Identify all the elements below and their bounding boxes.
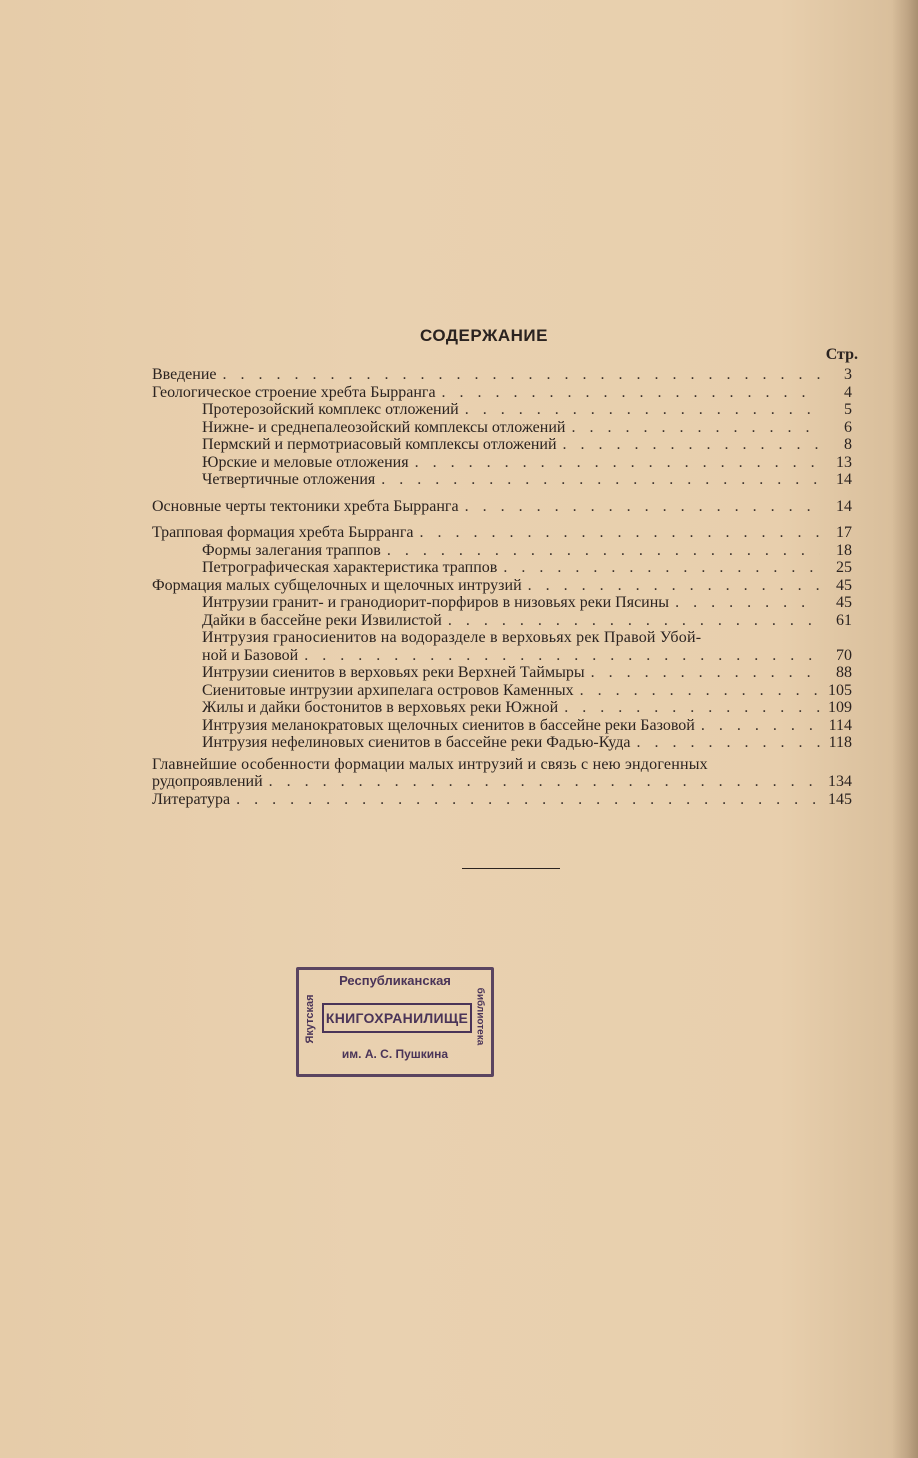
toc-entry-label-line1: Главнейшие особенности формации малых интрузий и связь с нею эндогенных: [152, 755, 708, 773]
leader-dots: [591, 664, 820, 682]
toc-entry-page: 4: [844, 383, 852, 401]
toc-entry-trap-petrography: [152, 559, 852, 577]
toc-entry-label: Интрузии гранит- и гранодиорит-порфиров в низовьях реки Пясины: [202, 594, 670, 611]
leader-dots: [675, 594, 820, 612]
toc-entry-label: Дайки в бассейне реки Извилистой: [202, 611, 442, 629]
page-edge-shadow: [892, 0, 918, 1458]
toc-entry-melanocratic: [152, 717, 852, 735]
library-stamp: [296, 967, 492, 1075]
toc-entry-bostonite: [152, 699, 852, 717]
leader-dots: [442, 384, 820, 402]
toc-entry-label-line1: Интрузия граносиенитов на водоразделе в верховьях рек Правой Убой-: [202, 629, 702, 646]
leader-dots: [571, 419, 820, 437]
toc-entry-trap: [152, 524, 852, 542]
toc-entry-label: Интрузии сиенитов в верховьях реки Верхней Таймыры: [202, 664, 585, 681]
leader-dots: [465, 498, 820, 516]
toc-entry-page: 118: [828, 734, 852, 751]
toc-entry-page: 3: [844, 366, 852, 383]
toc-entry-granosyenite-cont: [152, 647, 852, 665]
stamp-middle-text: КНИГОХРАНИЛИЩЕ: [322, 1003, 472, 1033]
toc-entry-dikes: [152, 612, 852, 630]
toc-entry-trap-forms: [152, 542, 852, 560]
toc-entry-tectonics: [152, 498, 852, 516]
leader-dots: [580, 682, 820, 700]
leader-dots: [448, 612, 820, 630]
stamp-right-text: библиотека: [474, 987, 486, 1046]
toc-entry-page: 109: [828, 699, 852, 716]
toc-entry-label: Формация малых субщелочных и щелочных интрузий: [152, 576, 522, 594]
toc-spacer: [152, 515, 852, 524]
stamp-top-text: Республиканская: [339, 973, 451, 988]
toc-entry-granosyenite: [152, 629, 852, 647]
toc-entry-page: 5: [844, 401, 852, 418]
toc-entry-page: 114: [828, 716, 852, 734]
toc-entry-label: Литература: [152, 790, 231, 808]
document-title: СОДЕРЖАНИЕ: [420, 326, 548, 345]
leader-dots: [269, 773, 820, 791]
leader-dots: [564, 699, 820, 717]
leader-dots: [223, 366, 821, 384]
toc-entry-page: 13: [836, 453, 852, 471]
toc-entry-label: Геологическое строение хребта Бырранга: [152, 383, 436, 401]
toc-entry-label: Основные черты тектоники хребта Бырранга: [152, 497, 459, 515]
toc-entry-intro: [152, 366, 852, 384]
toc-entry-page: 88: [836, 664, 852, 681]
toc-entry-page: 45: [836, 576, 852, 594]
toc-entry-label: Формы залегания траппов: [202, 541, 381, 559]
page-column-label: Стр.: [825, 346, 858, 363]
toc-entry-page: 145: [828, 790, 852, 808]
toc-entry-label-line2: ной и Базовой: [202, 646, 299, 664]
toc-entry-label: Интрузия меланократовых щелочных сиенитов в бассейне реки Базовой: [202, 716, 695, 734]
toc-entry-page: 61: [836, 611, 852, 629]
leader-dots: [387, 542, 820, 560]
toc-entry-label: Петрографическая характеристика траппов: [202, 559, 498, 576]
toc-entry-label: Четвертичные отложения: [202, 471, 376, 488]
toc-entry-literature: [152, 791, 852, 809]
toc-entry-label: Нижне- и среднепалеозойский комплексы отложений: [202, 418, 566, 436]
toc-entry-label: Трапповая формация хребта Бырранга: [152, 524, 414, 541]
toc-entry-nepheline: [152, 734, 852, 752]
toc-entry-geology: [152, 384, 852, 402]
leader-dots: [420, 524, 820, 542]
toc-entry-label: Интрузия нефелиновых сиенитов в бассейне реки Фадью-Куда: [202, 734, 631, 751]
leader-dots: [304, 647, 820, 665]
toc-entry-proterozoic: [152, 401, 852, 419]
toc-entry-page: 6: [844, 418, 852, 436]
toc-entry-label: Протерозойский комплекс отложений: [202, 401, 459, 418]
toc-entry-main-features: [152, 756, 852, 774]
toc-entry-page: 25: [836, 559, 852, 576]
toc-spacer: [152, 489, 852, 498]
toc-entry-page: 134: [828, 773, 852, 790]
toc-entry-granite: [152, 594, 852, 612]
leader-dots: [636, 734, 820, 752]
toc-entry-paleozoic: [152, 419, 852, 437]
toc-entry-page: 14: [836, 471, 852, 488]
leader-dots: [236, 791, 820, 809]
leader-dots: [465, 401, 820, 419]
toc-entry-page: 70: [836, 646, 852, 664]
toc-entry-quaternary: [152, 471, 852, 489]
toc-entry-label: Сиенитовые интрузии архипелага островов Каменных: [202, 681, 574, 699]
toc-entry-page: 45: [836, 594, 852, 611]
toc-entry-syenite-taimyr: [152, 664, 852, 682]
toc-entry-label: Юрские и меловые отложения: [202, 453, 409, 471]
toc-entry-permian: [152, 436, 852, 454]
toc-entry-label: Введение: [152, 366, 217, 383]
toc-entry-page: 18: [836, 541, 852, 559]
leader-dots: [503, 559, 820, 577]
toc-entry-label: Жилы и дайки бостонитов в верховьях реки Южной: [202, 699, 559, 716]
stamp-bottom-text: им. А. С. Пушкина: [341, 1047, 449, 1061]
leader-dots: [415, 454, 820, 472]
leader-dots: [701, 717, 820, 735]
section-divider: [462, 868, 560, 869]
toc-entry-label-line2: рудопроявлений: [152, 773, 263, 790]
toc-entry-syenite-kamennye: [152, 682, 852, 700]
toc-entry-main-features-cont: [152, 773, 852, 791]
leader-dots: [528, 577, 820, 595]
toc-entry-small-intrusions: [152, 577, 852, 595]
toc-entry-jurassic: [152, 454, 852, 472]
toc-entry-page: 14: [836, 497, 852, 515]
table-of-contents: [152, 366, 852, 808]
toc-entry-page: 105: [828, 681, 852, 699]
toc-entry-page: 8: [844, 436, 852, 453]
stamp-left-text: Якутская: [304, 994, 316, 1044]
leader-dots: [381, 471, 820, 489]
toc-entry-label: Пермский и пермотриасовый комплексы отложений: [202, 436, 557, 453]
toc-entry-page: 17: [836, 524, 852, 541]
leader-dots: [563, 436, 820, 454]
